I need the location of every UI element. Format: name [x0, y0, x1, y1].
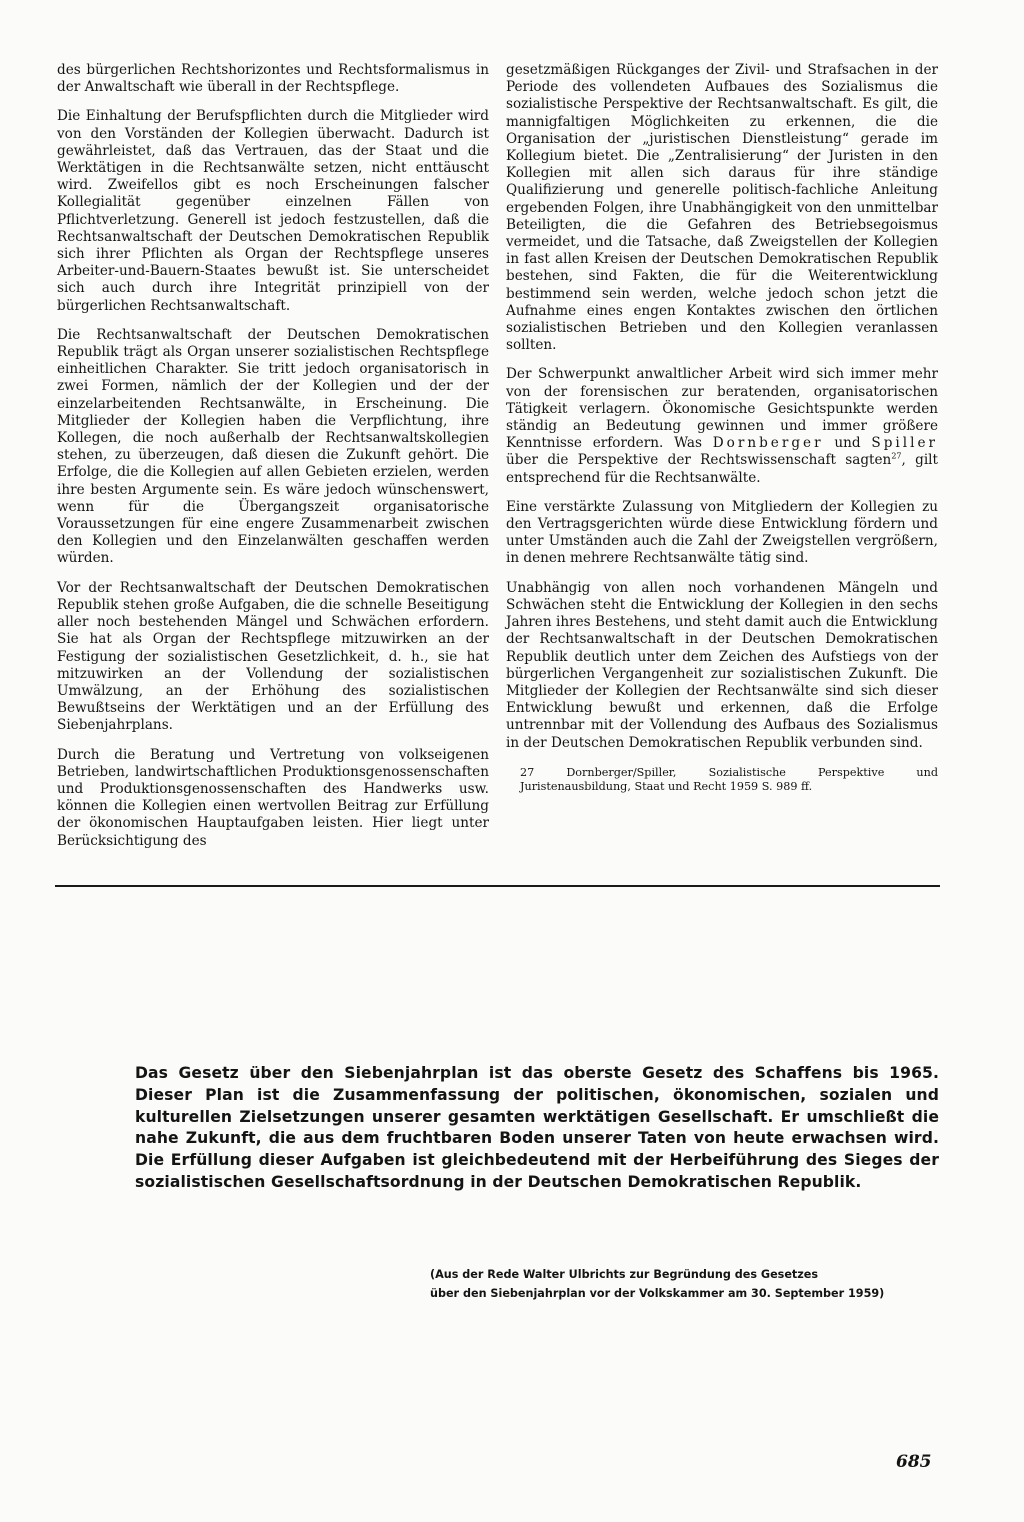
footnote-number: 27: [520, 765, 535, 779]
paragraph: des bürgerlichen Rechtshorizontes und Rechtsformalismus in der Anwaltschaft wie überall in der Rechtspflege.: [57, 62, 489, 96]
paragraph: Unabhängig von allen noch vorhandenen Mängeln und Schwächen steht die Entwicklung der Kollegien in den sechs Jahren ihres Bestehens, und steht damit auch die Entwicklung der Rechtsanwaltschaft in der Deutschen Demokratischen Republik deutlich unter dem Zeichen des Aufstiegs von der bürgerlichen Vergangenheit zur sozialistischen Zukunft. Die Mitglieder der Kollegien der Rechtsanwälte sind sich dieser Entwicklung bewußt und erkennen, daß die Erfolge untrennbar mit der Vollendung des Aufbaus des Sozialismus in der Deutschen Demokratischen Republik verbunden sind.: [506, 579, 938, 751]
page-number: 685: [896, 1452, 932, 1472]
section-divider: [55, 885, 940, 887]
left-text-column: [57, 62, 489, 862]
paragraph: [506, 366, 938, 486]
quotation-block: Das Gesetz über den Siebenjahrplan ist das oberste Gesetz des Schaffens bis 1965. Dieser Plan ist die Zusammenfassung der politischen, ökonomischen, sozialen und kulturellen Zielsetzungen unserer gesamten werktätigen Gesellschaft. Er umschließt die nahe Zukunft, die aus dem fruchtbaren Boden unserer Taten von heute erwachsen wird. Die Erfüllung dieser Aufgaben ist gleichbedeutend mit der Herbeiführung des Sieges der sozialistischen Gesellschaftsordnung in der Deutschen Demokratischen Republik.: [135, 1064, 939, 1191]
paragraph: Durch die Beratung und Vertretung von volkseigenen Betrieben, landwirtschaftlichen Produktionsgenossenschaften und Produktionsgenossenschaften des Handwerks usw. können die Kollegien einen wertvollen Beitrag zur Erfüllung der ökonomischen Hauptaufgaben leisten. Hier liegt unter Berücksichtigung des: [57, 746, 489, 849]
citation-line: über den Siebenjahrplan vor der Volkskammer am 30. September 1959): [430, 1287, 885, 1300]
paragraph-text: über die Perspektive der Rechtswissenschaft sagten: [506, 452, 892, 469]
paragraph: Die Rechtsanwaltschaft der Deutschen Demokratischen Republik trägt als Organ unserer sozialistischen Rechtspflege einheitlichen Charakter. Sie tritt jedoch organisatorisch in zwei Formen, nämlich der der Kollegien und der der einzelarbeitenden Rechtsanwälte, in Erscheinung. Die Mitglieder der Kollegien haben die Verpflichtung, ihre Kollegen, die noch außerhalb der Rechtsanwaltskollegien stehen, zu überzeugen, daß diesen die Zukunft gehört. Die Erfolge, die die Kollegien auf allen Gebieten erzielen, werden ihre besten Argumente sein. Es wäre jedoch wünschenswert, wenn für die Übergangszeit organisatorische Voraussetzungen für eine engere Zusammenarbeit zwischen den Kollegien und den Einzelanwälten geschaffen werden würden.: [57, 326, 489, 567]
paragraph: gesetzmäßigen Rückganges der Zivil- und Strafsachen in der Periode des vollendeten Aufbaues des Sozialismus die sozialistische Perspektive der Rechtsanwaltschaft. Es gilt, die mannigfaltigen Möglichkeiten zu erkennen, die die Organisation der „juristischen Dienstleistung“ gerade im Kollegium bietet. Die „Zentralisierung“ der Juristen in den Kollegien mit allen sich daraus für ihre ständige Qualifizierung und generelle politisch-fachliche Anleitung ergebenden Folgen, ihre Unabhängigkeit von den unmittelbar Beteiligten, die die Gefahren des Betriebsegoismus vermeidet, und die Tatsache, daß Zweigstellen der Kollegien in fast allen Kreisen der Deutschen Demokratischen Republik bestehen, sind Fakten, die für die Weiterentwicklung bestimmend sein werden, welche jedoch schon jetzt die Aufnahme eines engen Kontaktes zwischen den örtlichen sozialistischen Betrieben und den Kollegien veranlassen sollten.: [506, 62, 938, 354]
paragraph-text: , gilt entsprechend für die Rechtsanwälte.: [506, 452, 938, 486]
footnote-text: Dornberger/Spiller, Sozialistische Perspektive und Juristenausbildung, Staat und Recht 1959 S. 989 ff.: [520, 765, 938, 794]
footnote-reference: 27: [891, 451, 902, 461]
right-text-column: [506, 62, 938, 795]
footnote: [506, 766, 938, 795]
quotation-source: [430, 1265, 890, 1303]
paragraph: Die Einhaltung der Berufspflichten durch die Mitglieder wird von den Vorständen der Kollegien überwacht. Dadurch ist gewährleistet, daß das Vertrauen, das der Staat und die Werktätigen in die Rechtsanwälte setzen, nicht enttäuscht wird. Zweifellos gibt es noch Erscheinungen falscher Kollegialität gegenüber einzelnen Fällen von Pflichtverletzung. Generell ist jedoch festzustellen, daß die Rechtsanwaltschaft der Deutschen Demokratischen Republik sich ihrer Pflichten als Organ der Rechtspflege unseres Arbeiter-und-Bauern-Staates bewußt ist. Sie unterscheidet sich auch durch ihre Integrität prinzipiell von der bürgerlichen Rechtsanwaltschaft.: [57, 108, 489, 314]
paragraph-text: und: [823, 435, 872, 452]
paragraph: Eine verstärkte Zulassung von Mitgliedern der Kollegien zu den Vertragsgerichten würde diese Entwicklung fördern und unter Umständen auch die Zahl der Zweigstellen vergrößern, in denen mehrere Rechtsanwälte tätig sind.: [506, 498, 938, 567]
paragraph: Vor der Rechtsanwaltschaft der Deutschen Demokratischen Republik stehen große Aufgaben, die die schnelle Beseitigung aller noch bestehenden Mängel und Schwächen erfordern. Sie hat als Organ der Rechtspflege mitzuwirken an der Festigung der sozialistischen Gesetzlichkeit, d. h., sie hat mitzuwirken an der Vollendung der sozialistischen Umwälzung, an der Erhöhung des sozialistischen Bewußtseins der Werktätigen und an der Erfüllung des Siebenjahrplans.: [57, 579, 489, 734]
paragraph-text: Der Schwerpunkt anwaltlicher Arbeit wird sich immer mehr von der forensischen zur beratenden, organisatorischen Tätigkeit verlagern. Ökonomische Gesichtspunkte werden ständig an Bedeutung gewinnen und immer größere Kenntnisse erfordern. Was: [506, 366, 938, 452]
author-name: Spiller: [871, 435, 938, 452]
citation-line: (Aus der Rede Walter Ulbrichts zur Begründung des Gesetzes: [430, 1268, 819, 1281]
author-name: Dornberger: [712, 435, 824, 452]
